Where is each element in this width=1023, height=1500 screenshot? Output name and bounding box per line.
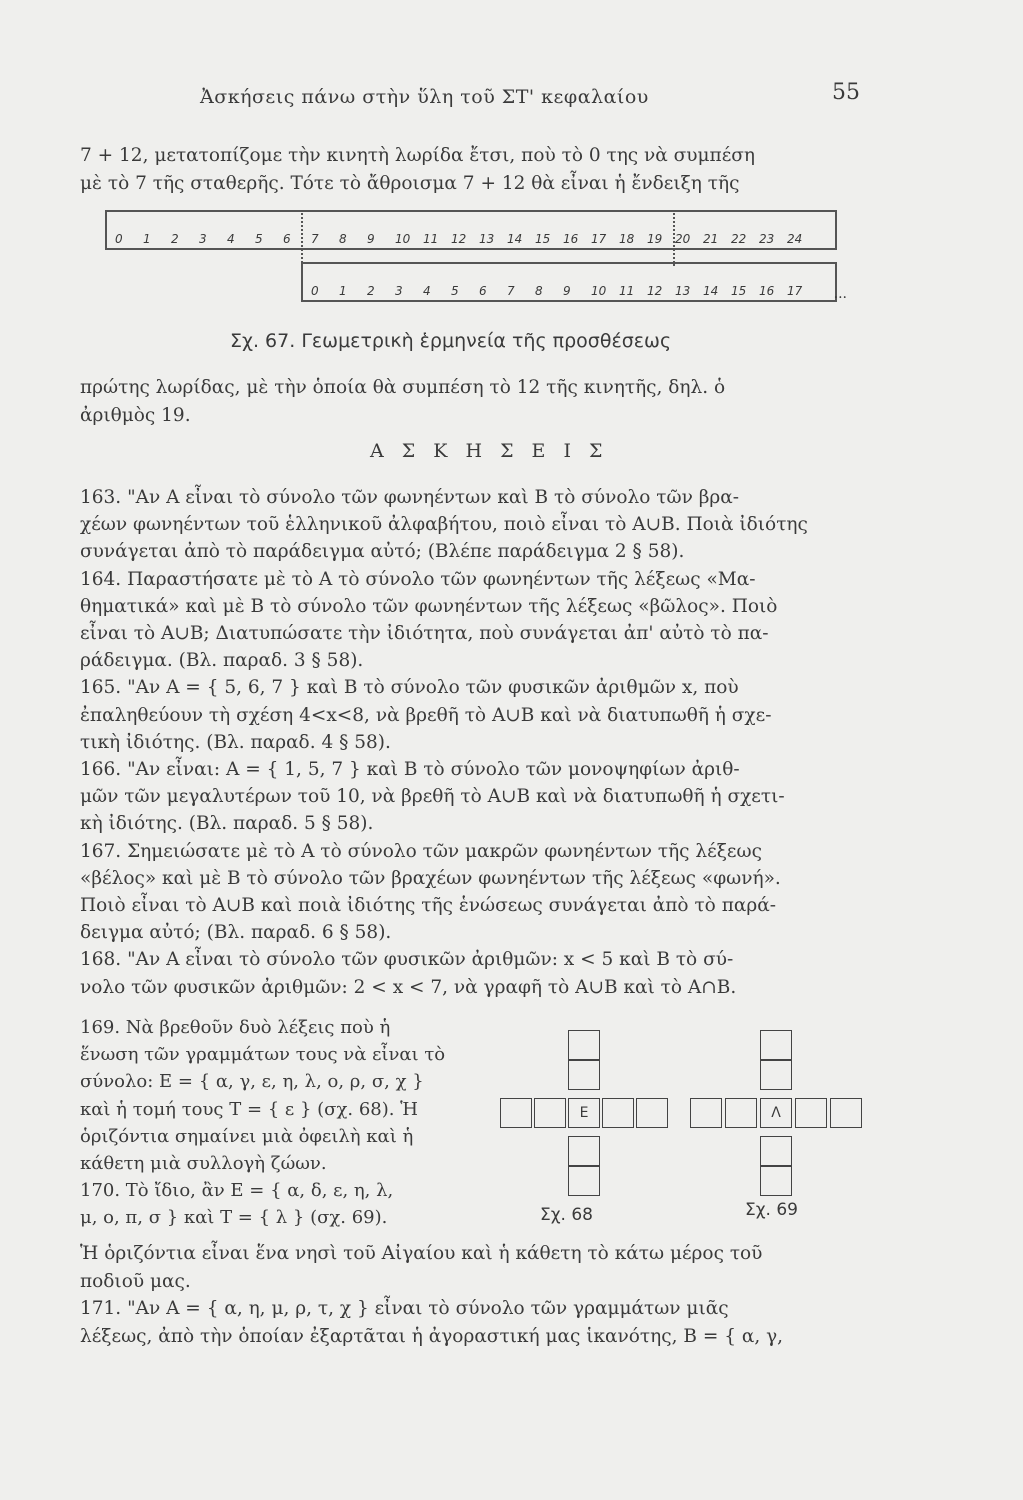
ruler-tick-label: 0 bbox=[115, 232, 123, 246]
ruler-tick-label: 6 bbox=[479, 284, 487, 298]
ruler-tick-label: 21 bbox=[703, 232, 719, 246]
ruler-tick-label: 2 bbox=[171, 232, 179, 246]
ruler-tick-label: 5 bbox=[451, 284, 459, 298]
ruler-tick-label: 4 bbox=[227, 232, 235, 246]
text-line: συνάγεται ἀπὸ τὸ παράδειγμα αὐτό; (Βλέπε παράδειγμα 2 § 58). bbox=[80, 541, 685, 563]
ruler-tick-label: 2 bbox=[367, 284, 375, 298]
text-line: τικὴ ἰδιότης. (Βλ. παραδ. 4 § 58). bbox=[80, 731, 391, 753]
moving-ruler bbox=[301, 262, 847, 302]
grid-cell bbox=[500, 1098, 532, 1128]
text-line: κὴ ἰδιότης. (Βλ. παραδ. 5 § 58). bbox=[80, 813, 374, 835]
cell-letter: Λ bbox=[771, 1105, 781, 1121]
ruler-tick-label: 17 bbox=[787, 284, 803, 298]
figure-68-caption: Σχ. 68 bbox=[540, 1205, 594, 1225]
after-figure-paragraph bbox=[80, 374, 870, 430]
ruler-tick-label: 17 bbox=[591, 232, 607, 246]
ruler-tick-label: 9 bbox=[367, 232, 375, 246]
text-line: μὲ τὸ 7 τῆς σταθερῆς. Τότε τὸ ἄθροισμα 7 + 12 θὰ εἶναι ἡ ἔνδειξη τῆς bbox=[80, 173, 740, 194]
text-line: ἀριθμὸς 19. bbox=[80, 405, 191, 426]
ruler-tick-label: 3 bbox=[199, 232, 207, 246]
ruler-tick-label: 7 bbox=[311, 232, 319, 246]
grid-cell bbox=[602, 1098, 634, 1128]
ruler-tick-label: 19 bbox=[647, 232, 663, 246]
text-line: σύνολο: Ε = { α, γ, ε, η, λ, ο, ρ, σ, χ } bbox=[80, 1071, 424, 1093]
text-line: 163. "Αν Α εἶναι τὸ σύνολο τῶν φωνηέντων καὶ Β τὸ σύνολο τῶν βρα- bbox=[80, 487, 740, 508]
grid-cell bbox=[534, 1098, 566, 1128]
text-line: ὁριζόντια σημαίνει μιὰ ὀφειλὴ καὶ ἡ bbox=[80, 1125, 414, 1147]
text-line: 170. Τὸ ἴδιο, ἂν Ε = { α, δ, ε, η, λ, bbox=[80, 1180, 394, 1202]
figure-69-caption: Σχ. 69 bbox=[745, 1200, 799, 1220]
text-line: χέων φωνηέντων τοῦ ἑλληνικοῦ ἀλφαβήτου, ποιὸ εἶναι τὸ Α∪Β. Ποιὰ ἰδιότης bbox=[80, 514, 808, 536]
ruler-tick-label: 14 bbox=[507, 232, 523, 246]
text-line: 167. Σημειώσατε μὲ τὸ Α τὸ σύνολο τῶν μακρῶν φωνηέντων τῆς λέξεως bbox=[80, 840, 762, 862]
text-line: δειγμα αὐτό; (Βλ. παραδ. 6 § 58). bbox=[80, 922, 392, 944]
grid-cell bbox=[568, 1060, 600, 1090]
text-line: κάθετη μιὰ συλλογὴ ζώων. bbox=[80, 1153, 327, 1175]
ruler-tick-label: 16 bbox=[759, 284, 775, 298]
ruler-tick-label: 1 bbox=[143, 232, 151, 246]
text-line: νολο τῶν φυσικῶν ἀριθμῶν: 2 < x < 7, νὰ γραφῆ τὸ Α∪Β καὶ τὸ Α∩Β. bbox=[80, 976, 737, 998]
alignment-dashes-7 bbox=[301, 210, 303, 266]
grid-cell-intersection bbox=[760, 1098, 792, 1128]
text-line: πρώτης λωρίδας, μὲ τὴν ὁποία θὰ συμπέση τὸ 12 τῆς κινητῆς, δηλ. ὁ bbox=[80, 377, 726, 398]
grid-cell bbox=[760, 1030, 792, 1060]
ruler-ellipsis: ... bbox=[833, 286, 847, 302]
ruler-tick-label: 12 bbox=[451, 232, 467, 246]
ruler-tick-label: 12 bbox=[647, 284, 663, 298]
text-line: 171. "Αν Α = { α, η, μ, ρ, τ, χ } εἶναι τὸ σύνολο τῶν γραμμάτων μιᾶς bbox=[80, 1298, 729, 1319]
ruler-tick-label: 9 bbox=[563, 284, 571, 298]
ruler-tick-label: 23 bbox=[759, 232, 775, 246]
ruler-tick-label: 5 bbox=[255, 232, 263, 246]
ruler-tick-label: 3 bbox=[395, 284, 403, 298]
grid-cell bbox=[636, 1098, 668, 1128]
text-line: εἶναι τὸ Α∪Β; Διατυπώσατε τὴν ἰδιότητα, ποὺ συνάγεται ἀπ' αὐτὸ τὸ πα- bbox=[80, 623, 769, 645]
page-number: 55 bbox=[832, 80, 860, 105]
text-line: Ἡ ὁριζόντια εἶναι ἕνα νησὶ τοῦ Αἰγαίου καὶ ἡ κάθετη τὸ κάτω μέρος τοῦ bbox=[80, 1243, 763, 1264]
text-line: 165. "Αν Α = { 5, 6, 7 } καὶ Β τὸ σύνολο τῶν φυσικῶν ἀριθμῶν x, ποὺ bbox=[80, 677, 739, 699]
text-line: καὶ ἡ τομή τους Τ = { ε } (σχ. 68). Ἡ bbox=[80, 1098, 419, 1120]
grid-cell bbox=[568, 1136, 600, 1166]
ruler-tick-label: 6 bbox=[283, 232, 291, 246]
fixed-ruler bbox=[105, 210, 837, 250]
text-line: ἕνωση τῶν γραμμάτων τους νὰ εἶναι τὸ bbox=[80, 1044, 446, 1066]
text-line: θηματικά» καὶ μὲ Β τὸ σύνολο τῶν φωνηέντων τῆς λέξεως «βῶλος». Ποιὸ bbox=[80, 595, 778, 617]
ruler-tick-label: 8 bbox=[339, 232, 347, 246]
grid-cell bbox=[725, 1098, 757, 1128]
text-line: 168. "Αν Α εἶναι τὸ σύνολο τῶν φυσικῶν ἀριθμῶν: x < 5 καὶ Β τὸ σύ- bbox=[80, 949, 734, 971]
ruler-tick-label: 24 bbox=[787, 232, 803, 246]
text-line: «βέλος» καὶ μὲ Β τὸ σύνολο τῶν βραχέων φωνηέντων τῆς λέξεως «φωνή». bbox=[80, 867, 781, 889]
ruler-tick-label: 8 bbox=[535, 284, 543, 298]
ruler-tick-label: 0 bbox=[311, 284, 319, 298]
ruler-tick-label: 14 bbox=[703, 284, 719, 298]
intro-paragraph bbox=[80, 142, 870, 198]
grid-cell bbox=[795, 1098, 827, 1128]
text-line: ἐπαληθεύουν τὴ σχέση 4<x<8, νὰ βρεθῆ τὸ Α∪Β καὶ νὰ διατυπωθῆ ἡ σχε- bbox=[80, 704, 772, 726]
text-line: ράδειγμα. (Βλ. παραδ. 3 § 58). bbox=[80, 650, 364, 672]
text-line: μῶν τῶν μεγαλυτέρων τοῦ 10, νὰ βρεθῆ τὸ Α∪Β καὶ νὰ διατυπωθῆ ἡ σχετι- bbox=[80, 786, 785, 808]
text-line: 166. "Αν εἶναι: Α = { 1, 5, 7 } καὶ Β τὸ σύνολο τῶν μονοψηφίων ἀριθ- bbox=[80, 759, 740, 781]
grid-cell bbox=[760, 1060, 792, 1090]
exercises-163-168 bbox=[80, 484, 870, 1001]
ruler-tick-label: 10 bbox=[395, 232, 411, 246]
ruler-tick-label: 13 bbox=[675, 284, 691, 298]
grid-cell bbox=[690, 1098, 722, 1128]
alignment-dashes-19 bbox=[673, 210, 675, 266]
ruler-tick-label: 16 bbox=[563, 232, 579, 246]
text-line: 169. Νὰ βρεθοῦν δυὸ λέξεις ποὺ ἡ bbox=[80, 1017, 391, 1038]
ruler-tick-label: 4 bbox=[423, 284, 431, 298]
text-line: 164. Παραστήσατε μὲ τὸ Α τὸ σύνολο τῶν φωνηέντων τῆς λέξεως «Μα- bbox=[80, 568, 756, 590]
cell-letter: Ε bbox=[579, 1105, 589, 1121]
ruler-tick-label: 22 bbox=[731, 232, 747, 246]
section-heading: Α Σ Κ Η Σ Ε Ι Σ bbox=[370, 440, 609, 462]
grid-cell bbox=[568, 1166, 600, 1196]
ruler-tick-label: 1 bbox=[339, 284, 347, 298]
grid-cell bbox=[760, 1166, 792, 1196]
ruler-tick-label: 10 bbox=[591, 284, 607, 298]
text-line: λέξεως, ἀπὸ τὴν ὁποίαν ἐξαρτᾶται ἡ ἀγοραστική μας ἱκανότης, Β = { α, γ, bbox=[80, 1325, 784, 1347]
grid-cell bbox=[830, 1098, 862, 1128]
exercises-169-170 bbox=[80, 1014, 500, 1232]
header-title: Ἀσκήσεις πάνω στὴν ὕλη τοῦ ΣΤ' κεφαλαίου bbox=[200, 86, 649, 108]
ruler-tick-label: 7 bbox=[507, 284, 515, 298]
ruler-tick-label: 11 bbox=[619, 284, 635, 298]
text-line: ποδιοῦ μας. bbox=[80, 1270, 191, 1292]
text-line: Ποιὸ εἶναι τὸ Α∪Β καὶ ποιὰ ἰδιότης τῆς ἑνώσεως συνάγεται ἀπὸ τὸ παρά- bbox=[80, 895, 776, 917]
figure-67-slide-rule bbox=[105, 210, 845, 320]
ruler-tick-label: 20 bbox=[675, 232, 691, 246]
exercises-tail bbox=[80, 1240, 870, 1350]
ruler-tick-label: 18 bbox=[619, 232, 635, 246]
text-line: μ, ο, π, σ } καὶ Τ = { λ } (σχ. 69). bbox=[80, 1207, 388, 1229]
grid-cell bbox=[760, 1136, 792, 1166]
text-line: 7 + 12, μετατοπίζομε τὴν κινητὴ λωρίδα ἔτσι, ποὺ τὸ 0 της νὰ συμπέση bbox=[80, 145, 756, 166]
figure-67-caption: Σχ. 67. Γεωμετρικὴ ἑρμηνεία τῆς προσθέσεως bbox=[230, 330, 672, 352]
ruler-tick-label: 13 bbox=[479, 232, 495, 246]
grid-cell bbox=[568, 1030, 600, 1060]
grid-cell-intersection bbox=[568, 1098, 600, 1128]
ruler-tick-label: 15 bbox=[731, 284, 747, 298]
ruler-tick-label: 15 bbox=[535, 232, 551, 246]
ruler-tick-label: 11 bbox=[423, 232, 439, 246]
